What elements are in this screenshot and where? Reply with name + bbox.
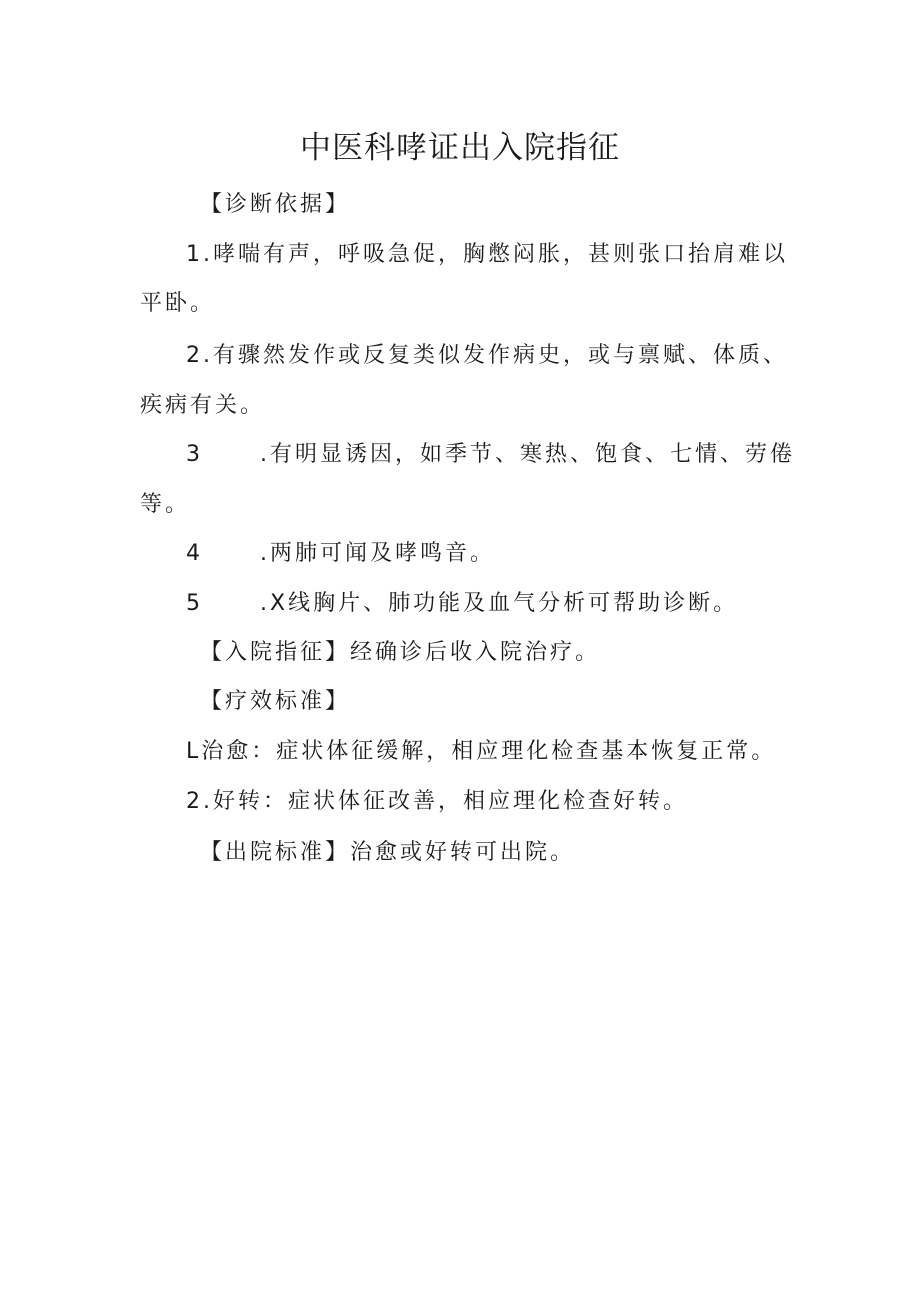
criterion-4 <box>186 539 495 569</box>
diagnosis-heading: 【诊断依据】 <box>200 192 351 217</box>
criterion-text: .哮喘有声，呼吸急促，胸憋闷胀，甚则张口抬肩难以 <box>203 242 788 267</box>
criterion-3-continuation: 等。 <box>140 492 191 517</box>
criterion-number: 1 <box>186 242 203 267</box>
criterion-text: .X线胸片、肺功能及血气分析可帮助诊断。 <box>260 591 739 616</box>
discharge-criteria: 【出院标准】治愈或好转可出院。 <box>200 840 576 865</box>
criterion-5 <box>186 589 738 619</box>
criterion-3 <box>186 440 795 470</box>
criterion-2-continuation: 疾病有关。 <box>140 393 266 418</box>
efficacy-improved: 2.好转：症状体征改善，相应理化检查好转。 <box>186 789 688 814</box>
criterion-text: .有明显诱因，如季节、寒热、饱食、七情、劳倦 <box>260 442 795 467</box>
criterion-1 <box>186 240 788 270</box>
efficacy-cured: L治愈：症状体征缓解，相应理化检查基本恢复正常。 <box>186 739 777 764</box>
criterion-1-continuation: 平卧。 <box>140 291 216 316</box>
criterion-text: .有骤然发作或反复类似发作病史，或与禀赋、体质、 <box>203 343 788 368</box>
admission-indication: 【入院指征】经确诊后收入院治疗。 <box>200 640 601 665</box>
criterion-number: 3 <box>186 442 203 467</box>
document-title: 中医科哮证出入院指征 <box>300 130 620 166</box>
criterion-text: .两肺可闻及哮鸣音。 <box>260 541 495 566</box>
criterion-number: 4 <box>186 541 203 566</box>
criterion-number: 5 <box>186 591 203 616</box>
efficacy-heading: 【疗效标准】 <box>200 689 351 714</box>
criterion-2 <box>186 341 788 371</box>
criterion-number: 2 <box>186 343 203 368</box>
